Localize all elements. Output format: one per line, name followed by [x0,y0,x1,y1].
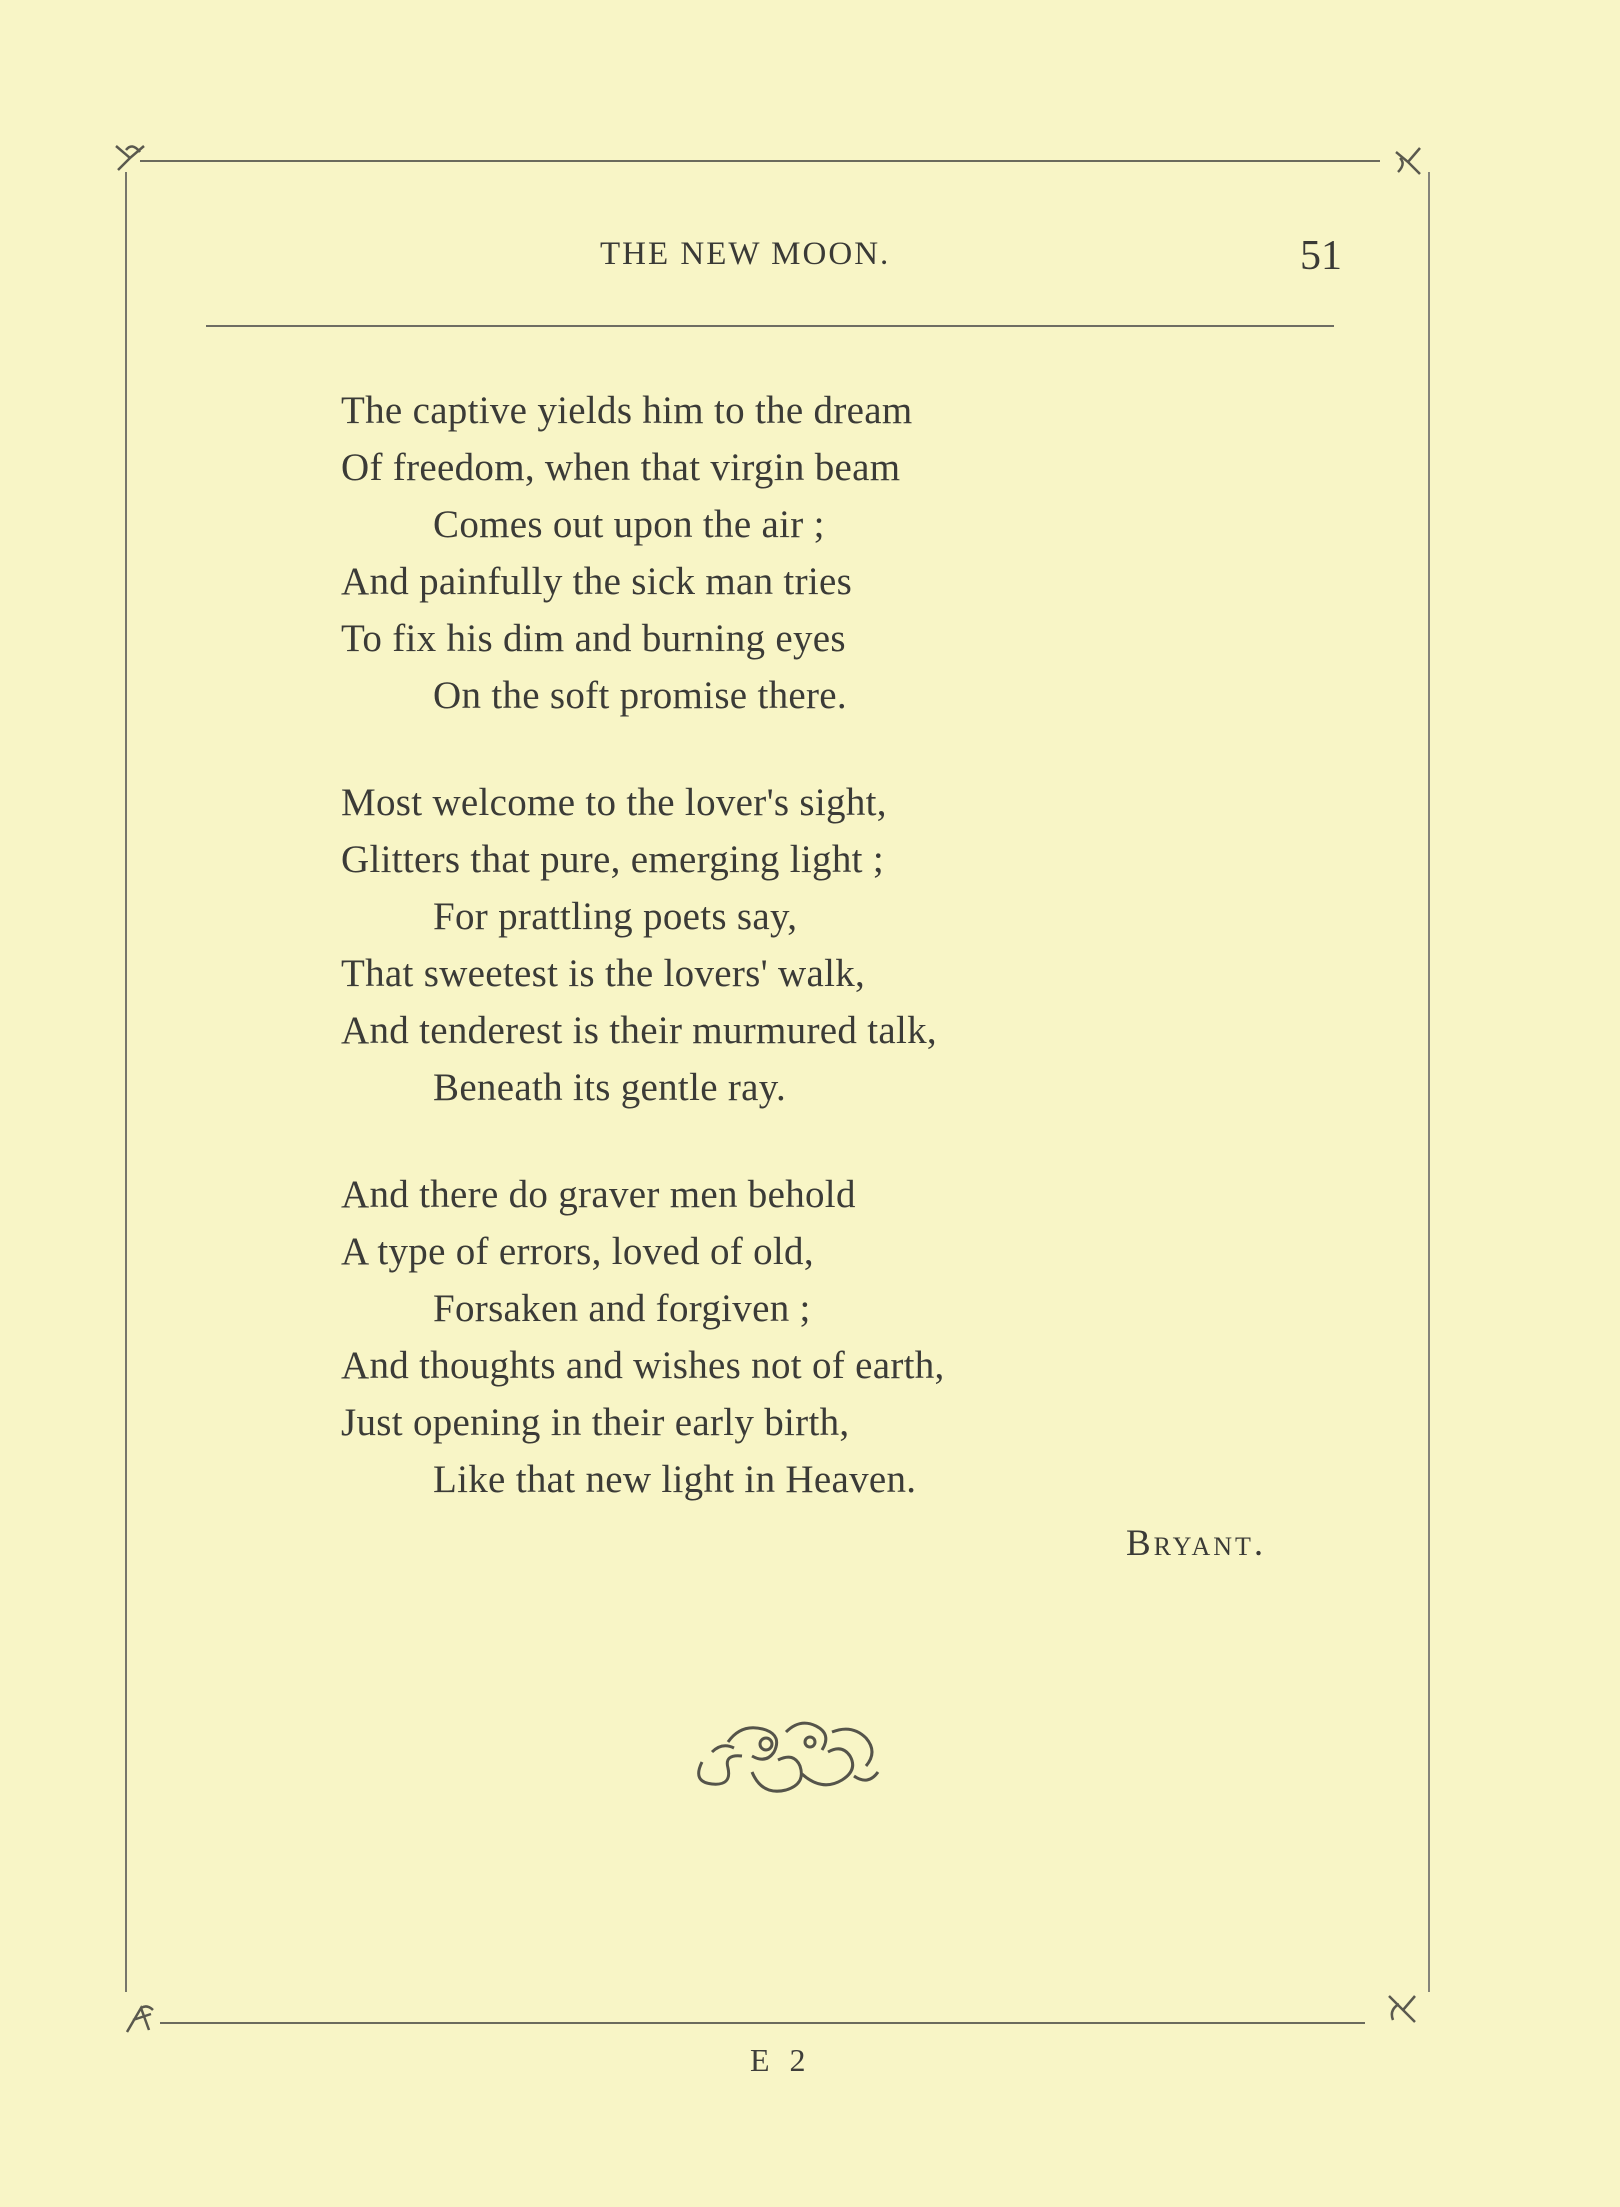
poem-line: Just opening in their early birth, [341,1401,850,1444]
poem-line: Of freedom, when that virgin beam [341,446,901,489]
frame-bottom-rule [160,2022,1365,2024]
stanza [341,1166,1341,1508]
corner-ornament-top-left-icon [112,140,148,176]
poem-line: Like that new light in Heaven. [433,1458,917,1501]
author-attribution: Bryant. [1126,1523,1267,1564]
poem-line: On the soft promise there. [433,674,847,717]
corner-ornament-top-right-icon [1390,144,1426,180]
poem-line: Comes out upon the air ; [433,503,825,546]
poem-line: Forsaken and forgiven ; [433,1287,811,1330]
tailpiece-ornament-icon [682,1712,892,1802]
signature-mark: E 2 [750,2042,812,2078]
poem-line: For prattling poets say, [433,895,798,938]
corner-ornament-bottom-left-icon [123,2000,159,2036]
poem-line: To fix his dim and burning eyes [341,617,846,660]
poem-line: And painfully the sick man tries [341,560,853,603]
frame-right-rule [1428,172,1430,1992]
poem-line: The captive yields him to the dream [341,389,913,432]
corner-ornament-bottom-right-icon [1383,1990,1419,2026]
running-head [200,233,1342,286]
poem-line: That sweetest is the lovers' walk, [341,952,866,995]
poem-line: And tenderest is their murmured talk, [341,1009,937,1052]
poem-line: A type of errors, loved of old, [341,1230,814,1273]
frame-left-rule [125,172,127,1992]
header-rule [206,325,1334,327]
poem-line: Glitters that pure, emerging light ; [341,838,884,881]
page-title: THE NEW MOON. [600,236,891,272]
poem-line: And there do graver men behold [341,1173,856,1216]
stanza [341,382,1341,724]
stanza [341,774,1341,1116]
page-number: 51 [1300,233,1342,279]
poem [341,382,1341,1558]
poem-line: Beneath its gentle ray. [433,1066,787,1109]
poem-line: And thoughts and wishes not of earth, [341,1344,945,1387]
poem-line: Most welcome to the lover's sight, [341,781,887,824]
frame-top-rule [140,160,1380,162]
